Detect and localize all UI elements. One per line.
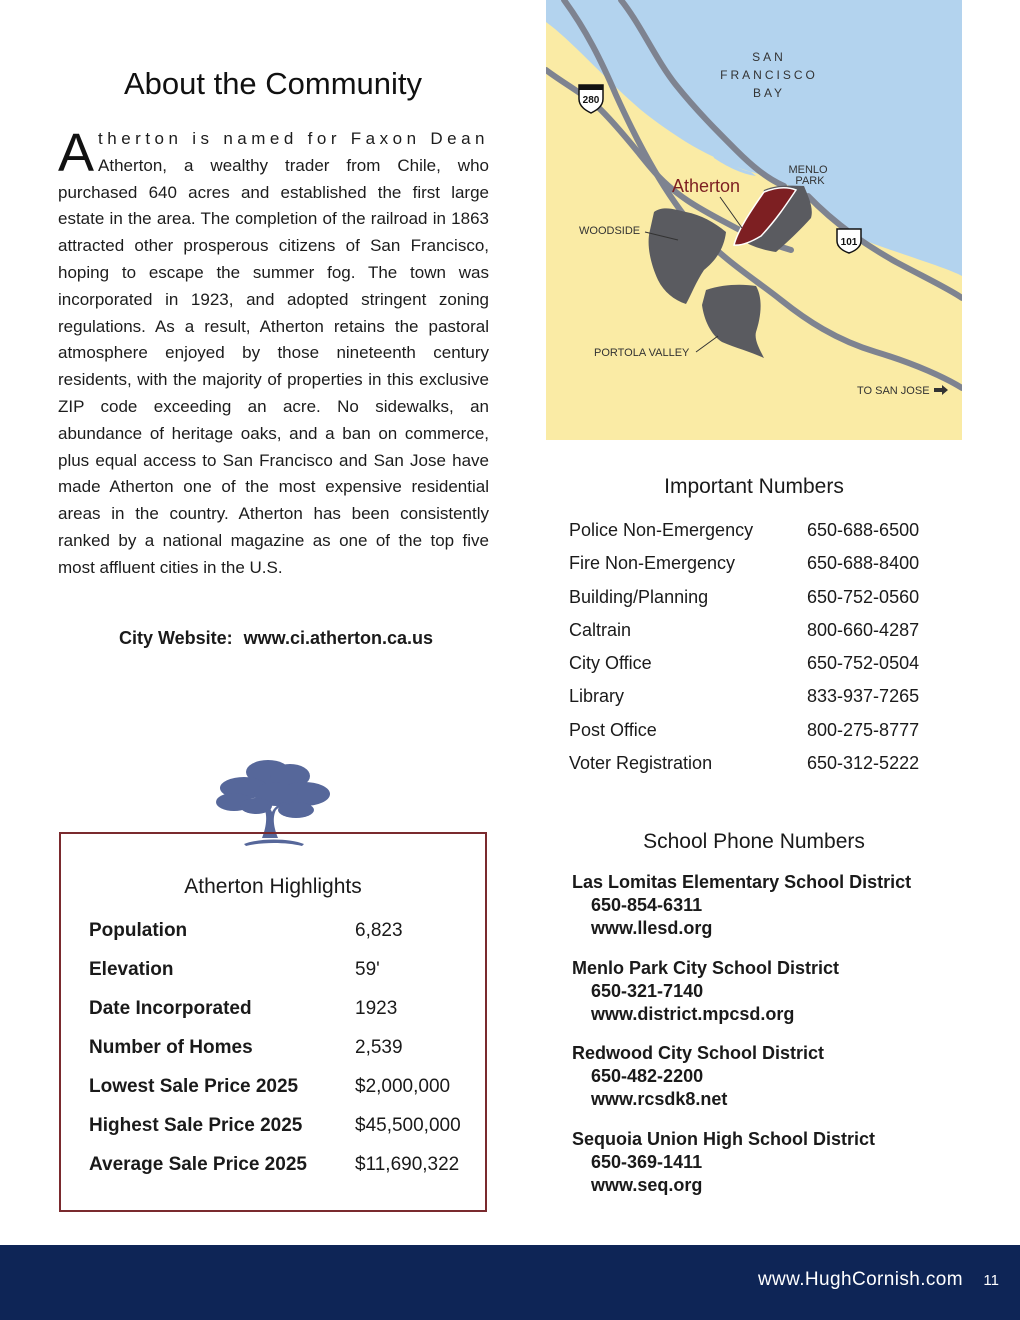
number-label: Voter Registration: [569, 753, 713, 774]
list-item: [569, 749, 949, 782]
number-label: Building/Planning: [569, 586, 709, 607]
highlight-label: Lowest Sale Price 2025: [89, 1076, 299, 1097]
footer-bar: [0, 1245, 1020, 1320]
number-label: Library: [569, 686, 625, 707]
number-phone: 650-752-0504: [807, 653, 920, 674]
school-website[interactable]: www.llesd.org: [591, 918, 713, 938]
area-map: [546, 0, 962, 440]
list-item: [89, 996, 479, 1035]
school-phone: 650-321-7140: [591, 980, 704, 1001]
menlo-park-label-line1: MENLO: [788, 164, 828, 176]
woodside-label: WOODSIDE: [579, 225, 641, 237]
highlight-label: Highest Sale Price 2025: [89, 1115, 303, 1136]
highlight-value: 2,539: [355, 1037, 403, 1058]
list-item: [89, 1113, 479, 1152]
number-label: City Office: [569, 653, 652, 674]
school-district-name: Redwood City School District: [572, 1043, 825, 1064]
highlights-title: Atherton Highlights: [184, 875, 362, 898]
bay-label-line2: FRANCISCO: [720, 68, 818, 82]
important-numbers-title: Important Numbers: [664, 475, 844, 498]
school-numbers-title: School Phone Numbers: [643, 830, 865, 853]
list-item: [89, 1152, 479, 1191]
portola-valley-label: PORTOLA VALLEY: [594, 347, 690, 359]
important-numbers-list: [569, 516, 949, 782]
highlight-value: $2,000,000: [355, 1076, 451, 1097]
number-label: Caltrain: [569, 619, 632, 640]
highway-101-shield: [837, 229, 861, 253]
school-district-name: Menlo Park City School District: [572, 957, 840, 978]
list-item: [569, 682, 949, 715]
highlight-value: $11,690,322: [355, 1154, 460, 1175]
number-phone: 650-752-0560: [807, 586, 920, 607]
school-district-name: Sequoia Union High School District: [572, 1128, 876, 1149]
list-item: [572, 1042, 972, 1128]
list-item: [572, 1128, 972, 1214]
school-phone: 650-369-1411: [591, 1151, 703, 1172]
highlight-value: 1923: [355, 998, 398, 1019]
number-phone: 800-660-4287: [807, 619, 920, 640]
atherton-label: Atherton: [672, 176, 741, 196]
number-phone: 650-312-5222: [807, 753, 920, 774]
list-item: [569, 549, 949, 582]
number-phone: 800-275-8777: [807, 719, 920, 740]
bay-label-line1: SAN: [752, 50, 786, 64]
list-item: [89, 1074, 479, 1113]
highlights-list: [89, 918, 479, 1191]
bay-label-line3: BAY: [752, 86, 786, 100]
school-phone: 650-854-6311: [591, 895, 703, 915]
list-item: [89, 957, 479, 996]
page-number: 11: [983, 1272, 999, 1289]
list-item: [572, 957, 972, 1043]
number-phone: 833-937-7265: [807, 686, 920, 707]
number-phone: 650-688-6500: [807, 520, 920, 540]
highway-101-label: 101: [840, 237, 858, 248]
list-item: [569, 583, 949, 616]
highlight-label: Elevation: [89, 959, 174, 980]
list-item: [89, 1035, 479, 1074]
about-body-text: Atherton, a wealthy trader from Chile, who purchased 640 acres and established the first large estate in the area. The completion of the railroad in 1863 attracted other prosperous citizens of San Francisco, hoping to escape the summer fog. The town was incorporated in 1923, and adopted stringent zoning regulations. As a result, Atherton retains the pastoral atmosphere enjoyed by those nineteenth century residents, with the majority of properties in this exclusive ZIP code exceeding an acre. No sidewalks, an abundance of heritage oaks, and a ban on commerce, plus equal access to San Francisco and San Jose have made Atherton one of the most expensive residential areas in the country. Atherton has been consistently ranked by a national magazine as one of the top five most affluent cities in the U.S.: [58, 155, 489, 577]
footer-website-link[interactable]: www.HughCornish.com: [757, 1269, 963, 1290]
highlight-value: 6,823: [355, 920, 403, 941]
list-item: [569, 649, 949, 682]
city-website: [58, 628, 488, 649]
city-website-label: City Website:: [118, 628, 233, 648]
school-website[interactable]: www.rcsdk8.net: [591, 1089, 728, 1110]
number-phone: 650-688-8400: [807, 553, 920, 574]
number-label: Police Non-Emergency: [569, 520, 754, 540]
highlight-label: Number of Homes: [89, 1037, 253, 1058]
school-website[interactable]: www.seq.org: [591, 1174, 703, 1195]
list-item: [569, 716, 949, 749]
highlight-label: Average Sale Price 2025: [89, 1154, 307, 1175]
list-item: [569, 616, 949, 649]
list-item: [569, 516, 949, 549]
highlights-box: [59, 832, 487, 1212]
highlight-label: Population: [89, 920, 188, 941]
highlight-value: 59': [355, 959, 380, 980]
highlight-value: $45,500,000: [355, 1115, 461, 1136]
list-item: [89, 918, 479, 957]
about-first-line: therton is named for Faxon Dean: [98, 129, 489, 148]
list-item: [572, 871, 972, 957]
school-website[interactable]: www.district.mpcsd.org: [591, 1003, 795, 1024]
highlight-label: Date Incorporated: [89, 998, 252, 1019]
menlo-park-label-line2: PARK: [795, 175, 825, 187]
highway-280-label: 280: [582, 95, 600, 106]
city-website-url[interactable]: www.ci.atherton.ca.us: [243, 628, 434, 648]
about-paragraph: [58, 123, 489, 582]
school-numbers-list: [572, 871, 972, 1213]
number-label: Fire Non-Emergency: [569, 553, 736, 574]
school-phone: 650-482-2200: [591, 1066, 704, 1087]
to-san-jose-label: TO SAN JOSE: [857, 385, 930, 397]
about-title: About the Community: [123, 66, 423, 101]
number-label: Post Office: [569, 719, 657, 740]
school-district-name: Las Lomitas Elementary School District: [572, 872, 912, 892]
drop-cap: A: [58, 123, 95, 183]
